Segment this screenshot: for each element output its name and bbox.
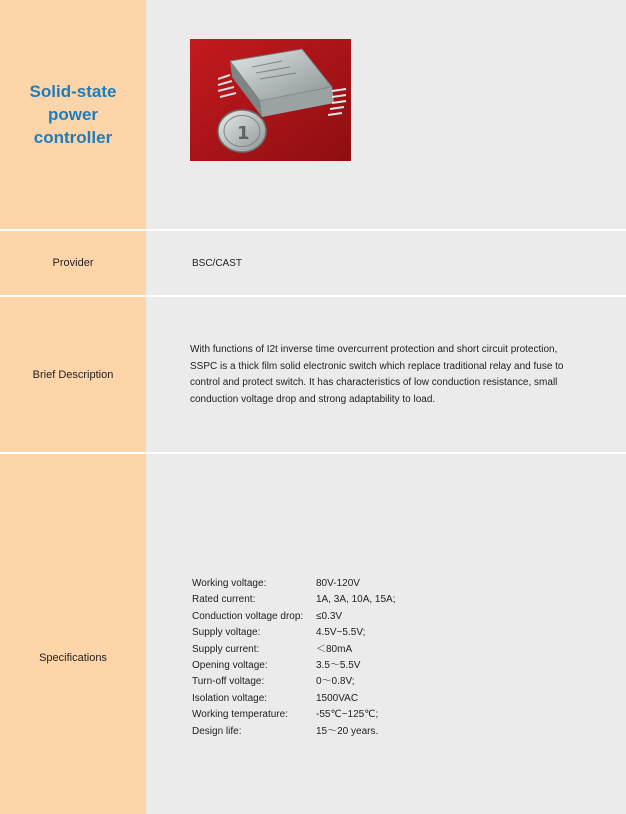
description-row [0, 297, 626, 452]
spec-row-opening-voltage [192, 658, 396, 674]
spec-value: ＜80mA [316, 643, 353, 655]
spec-label: Turn-off voltage: [192, 676, 265, 688]
image-cell [146, 0, 626, 229]
spec-label: Working voltage: [192, 578, 267, 589]
spec-row-design-life [192, 724, 396, 740]
spec-label: Opening voltage: [192, 659, 268, 671]
spec-value: 15～20 years. [316, 725, 379, 737]
spec-label: Supply voltage: [192, 627, 261, 639]
sspc-module-photo-icon [190, 39, 351, 161]
spec-value: 4.5V~5.5V; [316, 627, 366, 639]
description-label: Brief Description [0, 297, 146, 452]
spec-row-conduction-voltage-drop [192, 609, 396, 625]
spec-row-supply-voltage [192, 625, 396, 641]
title-cell [0, 0, 146, 229]
spec-label: Supply current: [192, 643, 260, 655]
spec-value: 80V-120V [316, 578, 360, 589]
spec-row-rated-current [192, 592, 396, 608]
spec-row-working-temperature [192, 707, 396, 723]
spec-label: Isolation voltage: [192, 692, 268, 704]
spec-value: -55℃~125℃; [316, 709, 379, 721]
spec-label: Working temperature: [192, 709, 288, 721]
spec-row-working-voltage [192, 576, 396, 592]
spec-value: 1500VAC [316, 692, 359, 704]
spec-row-turn-off-voltage [192, 674, 396, 690]
spec-value: ≤0.3V [316, 610, 343, 622]
specifications-cell [146, 454, 626, 814]
provider-label: Provider [0, 231, 146, 295]
spec-row-isolation-voltage [192, 691, 396, 707]
spec-label: Conduction voltage drop: [192, 610, 304, 622]
specifications-row [0, 454, 626, 814]
product-title: Solid-state power controller [29, 82, 117, 147]
spec-value: 0～0.8V; [316, 676, 355, 688]
provider-cell [146, 231, 626, 295]
specifications-label: Specifications [0, 454, 146, 814]
spec-row-supply-current [192, 642, 396, 658]
provider-row [0, 231, 626, 295]
spec-value: 3.5～5.5V [316, 659, 361, 671]
provider-value: BSC/CAST [192, 257, 243, 269]
description-cell [146, 297, 626, 452]
description-text: With functions of I2t inverse time overcurrent protection and short circuit protection, SSPC is a thick film solid electronic switch which replace traditional relay and fuse to control and protect switch. It has characteristics of low conduction resistance, small conduction voltage drop and strong adaptability to load. [190, 344, 564, 405]
svg-text:1: 1 [237, 123, 250, 144]
spec-list [192, 576, 396, 740]
spec-label: Rated current: [192, 594, 256, 606]
spec-label: Design life: [192, 725, 242, 737]
header-row [0, 0, 626, 229]
spec-value: 1A, 3A, 10A, 15A; [316, 594, 396, 606]
